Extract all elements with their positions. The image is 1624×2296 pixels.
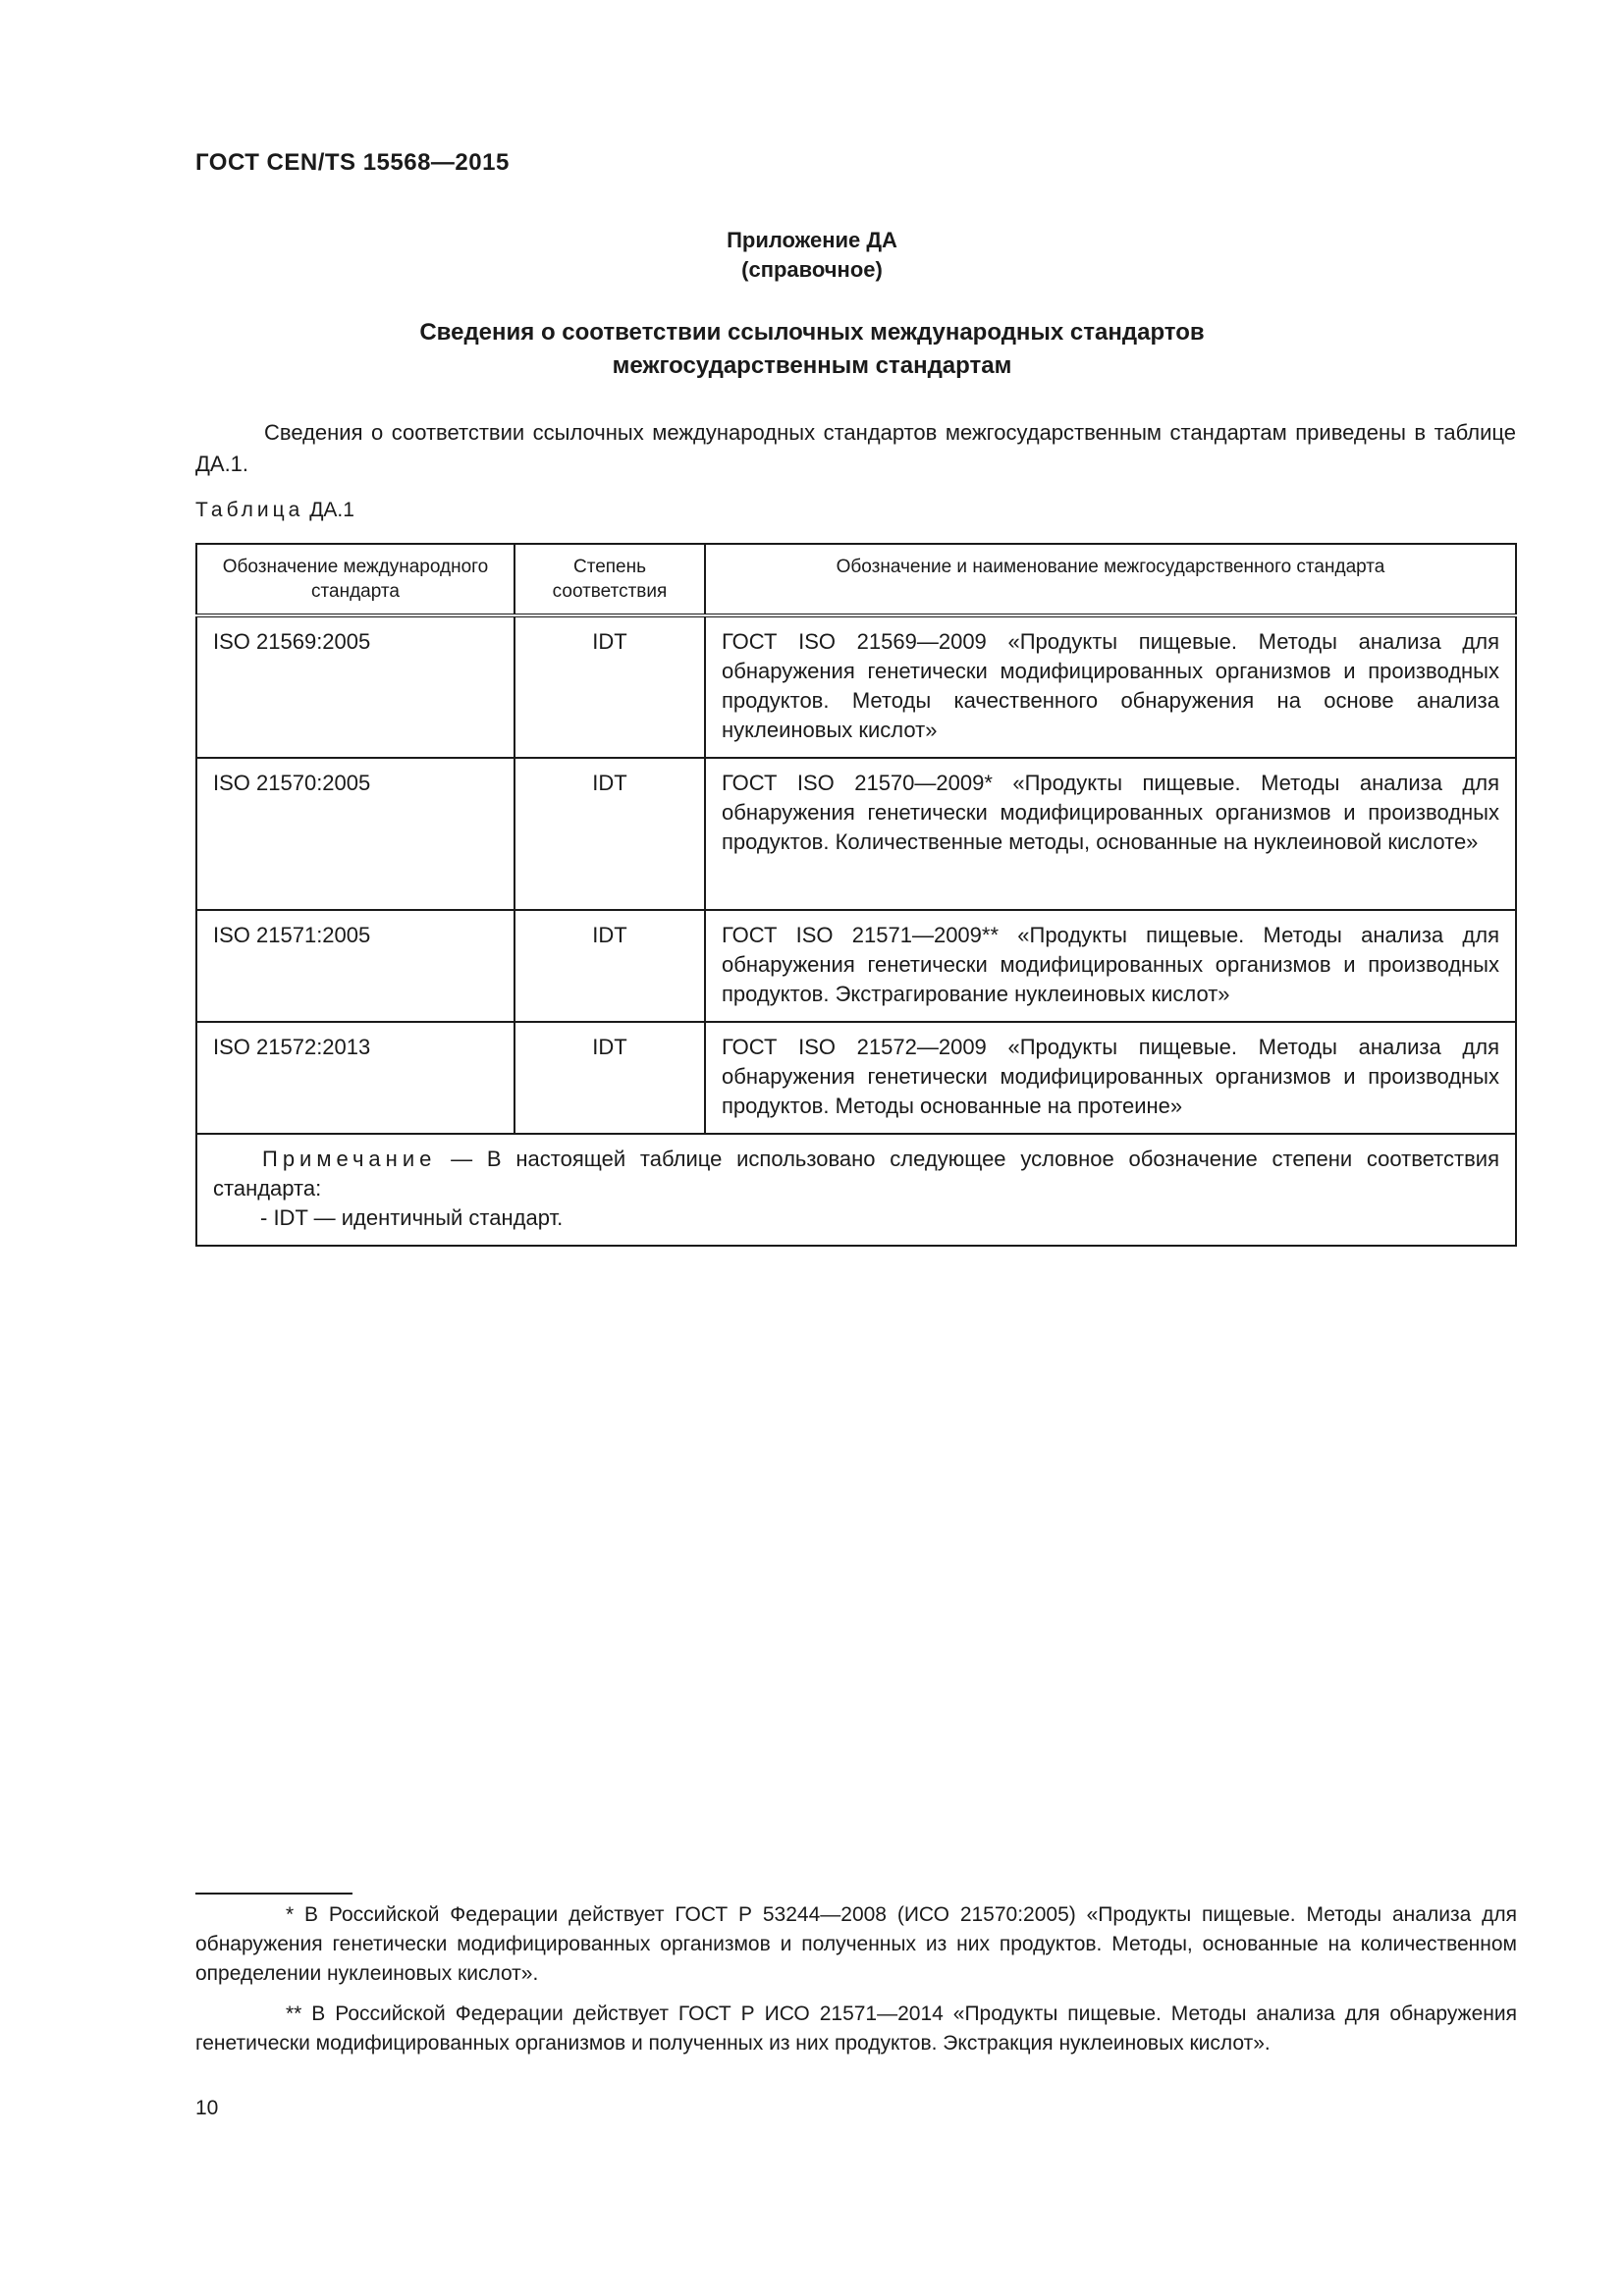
cell-iso: ISO 21570:2005	[196, 758, 514, 910]
table-row	[196, 910, 1516, 1022]
cell-degree: IDT	[514, 615, 705, 758]
document-header: ГОСТ CEN/TS 15568—2015	[195, 149, 510, 176]
cell-degree: IDT	[514, 1022, 705, 1134]
appendix-heading	[0, 226, 1624, 285]
section-title-line-1: Сведения о соответствии ссылочных международных стандартов	[419, 319, 1205, 346]
cell-degree: IDT	[514, 910, 705, 1022]
table-header-row	[196, 544, 1516, 615]
cell-iso: ISO 21571:2005	[196, 910, 514, 1022]
cell-gost: ГОСТ ISO 21570—2009* «Продукты пищевые. Методы анализа для обнаружения генетически модифицированных организмов и производных продуктов. Количественные методы, основанные на нуклеиновой кислоте»	[705, 758, 1516, 910]
footnote-1: * В Российской Федерации действует ГОСТ Р 53244—2008 (ИСО 21570:2005) «Продукты пищевые. Методы анализа для обнаружения генетически модифицированных организмов и полученных из них продуктов. Методы, основанные на количественном определении нуклеиновых кислот».	[195, 1903, 1517, 1985]
header-degree: Степень соответствия	[514, 544, 705, 615]
table-caption-id: ДА.1	[309, 499, 354, 521]
appendix-title: Приложение ДА	[727, 228, 897, 252]
section-title-line-2: межгосударственным стандартам	[612, 352, 1012, 379]
footnote-2: ** В Российской Федерации действует ГОСТ Р ИСО 21571—2014 «Продукты пищевые. Методы анализа для обнаружения генетически модифицированных организмов и полученных из них продуктов. Экстракция нуклеиновых кислот».	[195, 2002, 1517, 2055]
cell-iso: ISO 21569:2005	[196, 615, 514, 758]
table-caption	[195, 499, 354, 522]
header-international-standard: Обозначение международного стандарта	[196, 544, 514, 615]
table-caption-word: Таблица	[195, 499, 304, 521]
table-note-row	[196, 1134, 1516, 1246]
appendix-kind: (справочное)	[741, 257, 883, 282]
intro-paragraph: Сведения о соответствии ссылочных международных стандартов межгосударственным стандартам приведены в таблице ДА.1.	[195, 420, 1516, 476]
cell-iso: ISO 21572:2013	[196, 1022, 514, 1134]
section-title	[0, 316, 1624, 383]
cell-gost: ГОСТ ISO 21569—2009 «Продукты пищевые. Методы анализа для обнаружения генетически модифицированных организмов и производных продуктов. Методы качественного обнаружения на основе анализа нуклеиновых кислот»	[705, 615, 1516, 758]
correspondence-table	[195, 543, 1517, 1247]
cell-degree: IDT	[514, 758, 705, 910]
header-interstate-standard: Обозначение и наименование межгосударственного стандарта	[705, 544, 1516, 615]
note-label: Примечание	[262, 1147, 437, 1171]
table-note	[196, 1134, 1516, 1246]
note-text: — В настоящей таблице использовано следующее условное обозначение степени соответствия стандарта:	[213, 1147, 1499, 1201]
page-number: 10	[195, 2097, 219, 2119]
table-row	[196, 615, 1516, 758]
table-row	[196, 1022, 1516, 1134]
note-item: - IDT — идентичный стандарт.	[260, 1205, 564, 1230]
table-row	[196, 758, 1516, 910]
cell-gost: ГОСТ ISO 21571—2009** «Продукты пищевые. Методы анализа для обнаружения генетически модифицированных организмов и производных продуктов. Экстрагирование нуклеиновых кислот»	[705, 910, 1516, 1022]
cell-gost: ГОСТ ISO 21572—2009 «Продукты пищевые. Методы анализа для обнаружения генетически модифицированных организмов и производных продуктов. Методы основанные на протеине»	[705, 1022, 1516, 1134]
footnote-divider	[195, 1893, 352, 1895]
